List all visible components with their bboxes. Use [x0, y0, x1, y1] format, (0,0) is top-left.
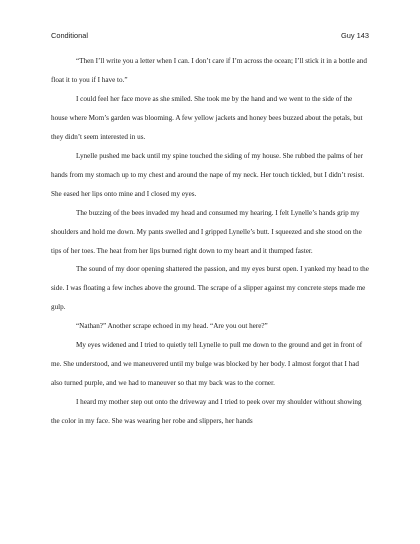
author-page-number: Guy 143: [341, 31, 369, 40]
paragraph: Lynelle pushed me back until my spine touched the siding of my house. She rubbed the palms of her hands from my stomach up to my chest and around the nape of my neck. Her touch tickled, but I didn’t resist. She eased her lips onto mine and I closed my eyes.: [51, 151, 365, 198]
page-header: [51, 30, 369, 42]
paragraph: I heard my mother step out onto the driveway and I tried to peek over my shoulder without showing the color in my face. She was wearing her robe and slippers, her hands: [51, 398, 362, 426]
paragraph: My eyes widened and I tried to quietly tell Lynelle to pull me down to the ground and get in front of me. She understood, and we maneuvered until my bulge was blocked by her body. I almost forgot that I had also turned purple, and we had to maneuver so that my back was to the corner.: [51, 341, 363, 388]
paragraph: I could feel her face move as she smiled. She took me by the hand and we went to the side of the house where Mom’s garden was blooming. A few yellow jackets and honey bees buzzed about the petals, but they didn’t seem interested in us.: [51, 94, 363, 141]
paragraph: The sound of my door opening shattered the passion, and my eyes burst open. I yanked my head to the side. I was floating a few inches above the ground. The scrape of a slipper against my concrete steps made me gulp.: [51, 265, 369, 312]
paragraph: “Nathan?” Another scrape echoed in my head. “Are you out here?”: [76, 322, 268, 331]
running-title: Conditional: [51, 31, 88, 40]
paragraph: The buzzing of the bees invaded my head and consumed my hearing. I felt Lynelle’s hands grip my shoulders and hold me down. My pants swelled and I gripped Lynelle’s butt. I squeezed and she stood on the tips of her toes. The heat from her lips burned right down to my heart and it thumped faster.: [51, 208, 362, 255]
paragraph: “Then I’ll write you a letter when I can. I don’t care if I’m across the ocean; I’ll stick it in a bottle and float it to you if I have to.”: [51, 57, 367, 84]
body-text: [51, 52, 369, 431]
